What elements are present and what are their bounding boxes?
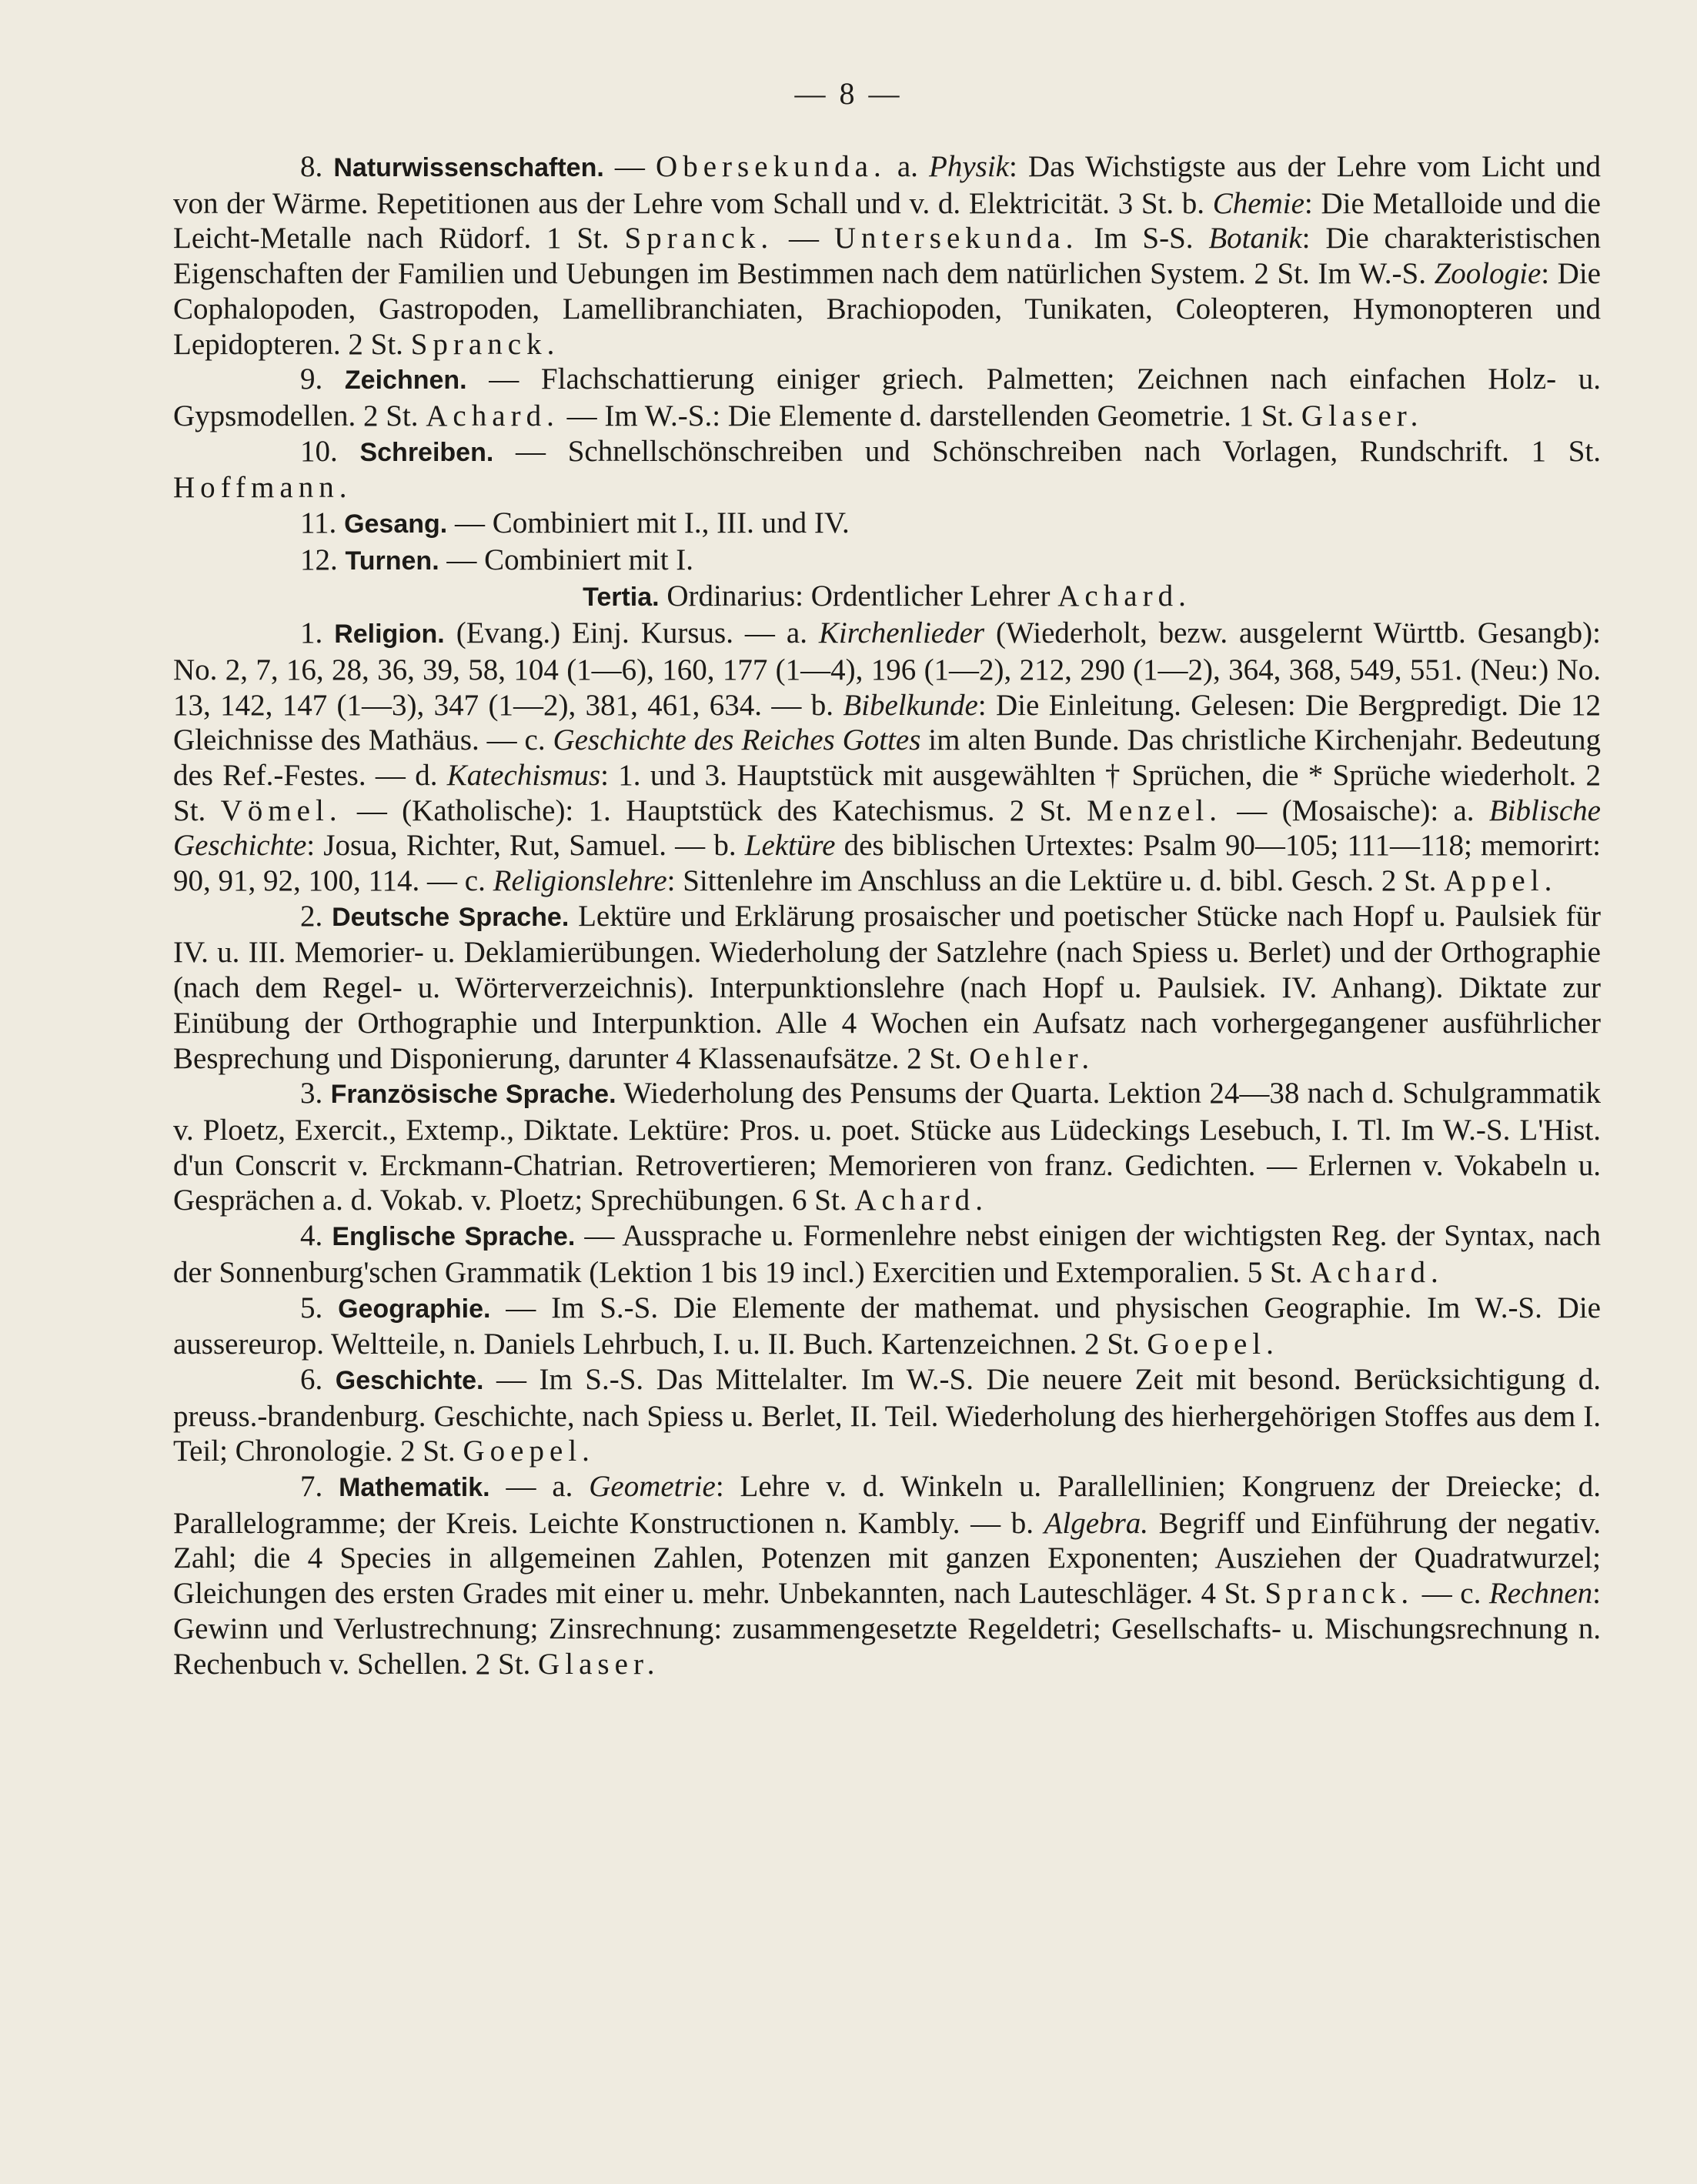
section-heading: Gesang. xyxy=(344,509,448,539)
teacher-name: Glaser. xyxy=(1301,399,1424,432)
section-turnen: 12. Turnen. — Combiniert mit I. xyxy=(300,543,694,576)
page-number: — 8 — xyxy=(794,76,903,111)
teacher-name: Glaser. xyxy=(538,1647,660,1681)
section-heading: Turnen. xyxy=(345,546,439,576)
section-geographie: 5. Geographie. — Im S.-S. Die Elemente der mathemat. und physischen Geographie. Im W.-S. Die aussereurop. Weltteile, n. Daniels Lehrbuch, I. u. II. Buch. Kartenzeichnen. 2 St. Goepel. xyxy=(173,1291,1601,1361)
teacher-name: Hoffmann. xyxy=(173,471,352,505)
section-franzoesische-sprache: 3. Französische Sprache. Wiederholung des Pensums der Quarta. Lektion 24—38 nach d. Schulgrammatik v. Ploetz, Exercit., Extemp., Diktate. Lektüre: Pros. u. poet. Stücke aus Lüdeckings Lesebuch, I. Tl. Im W.-S. L'Hist. d'un Conscrit v. Erckmann-Chatrian. Retrovertieren; Memorieren von franz. Gedichten. — Erlernen v. Vokabeln u. Gesprächen a. d. Vokab. v. Ploetz; Sprechübungen. 6 St. Achard. xyxy=(173,1077,1601,1217)
section-heading: Geographie. xyxy=(338,1294,491,1324)
grade-label: Untersekunda. xyxy=(833,222,1079,255)
section-mathematik: 7. Mathematik. — a. Geometrie: Lehre v. d. Winkeln u. Parallellinien; Kongruenz der Dreiecke; d. Parallelogramme; der Kreis. Leichte Konstructionen n. Kambly. — b. Algebra. Begriff und Einführung der negativ. Zahl; die 4 Species in allgemeinen Zahlen, Potenzen mit ganzen Exponenten; Ausziehen der Quadratwurzel; Gleichungen des ersten Grades mit einer u. mehr. Unbekannten, nach Lauteschläger. 4 St. Spranck. — c. Rechnen: Gewinn und Verlustrechnung; Zinsrechnung: zusammengesetzte Regeldetri; Gesellschafts- u. Mischungsrechnung n. Rechenbuch v. Schellen. 2 St. Glaser. xyxy=(173,1470,1602,1681)
teacher-name: Appel. xyxy=(1444,864,1558,898)
section-religion: 1. Religion. (Evang.) Einj. Kursus. — a. Kirchenlieder (Wiederholt, bezw. ausgelernt Württb. Gesangb): No. 2, 7, 16, 28, 36, 39, 58, 104 (1—6), 160, 177 (1—4), 196 (1—2), 212, 290 (1—2), 364, 368, 549, 551. (Neu:) No. 13, 142, 147 (1—3), 347 (1—2), 381, 461, 634. — b. Bibelkunde: Die Einleitung. Gelesen: Die Bergpredigt. Die 12 Gleichnisse des Mathäus. — c. Geschichte des Reiches Gottes im alten Bunde. Das christliche Kirchenjahr. Bedeutung des Ref.-Festes. — d. Katechismus: 1. und 3. Hauptstück mit ausgewählten † Sprüchen, die * Sprüche wiederholt. 2 St. Vömel. — (Katholische): 1. Hauptstück des Katechismus. 2 St. Menzel. — (Mosaische): a. Biblische Geschichte: Josua, Richter, Rut, Samuel. — b. Lektüre des biblischen Urtextes: Psalm 90—105; 111—118; memorirt: 90, 91, 92, 100, 114. — c. Religionslehre: Sittenlehre im Anschluss an die Lektüre u. d. bibl. Gesch. 2 St. Appel. xyxy=(173,616,1602,898)
section-deutsche-sprache: 2. Deutsche Sprache. Lektüre und Erklärung prosaischer und poetischer Stücke nach Hopf u. Paulsiek für IV. u. III. Memorier- u. Deklamierübungen. Wiederholung der Satzlehre (nach Spiess u. Berlet) und der Orthographie (nach dem Regel- u. Wörterverzeichnis). Interpunktionslehre (nach Hopf u. Paulsiek. IV. Anhang). Diktate zur Einübung der Orthographie und Interpunktion. Alle 4 Wochen ein Aufsatz nach vorhergegangener ausführlicher Besprechung und Disponierung, darunter 4 Klassenaufsätze. 2 St. Oehler. xyxy=(173,899,1602,1075)
section-heading: Zeichnen. xyxy=(344,366,467,396)
grade-label: Obersekunda. xyxy=(656,150,887,183)
section-heading: Französische Sprache. xyxy=(330,1080,616,1110)
section-heading: Religion. xyxy=(334,619,445,650)
section-englische-sprache: 4. Englische Sprache. — Aussprache u. Formenlehre nebst einigen der wichtigsten Reg. der Syntax, nach der Sonnenburg'schen Grammatik (Lektion 1 bis 19 incl.) Exercitien und Extemporalien. 5 St. Achard. xyxy=(173,1219,1602,1289)
class-heading-tertia: Tertia. Ordinarius: Ordentlicher Lehrer Achard. xyxy=(583,579,1191,613)
section-heading: Naturwissenschaften. xyxy=(333,153,604,182)
body-text xyxy=(173,149,1601,1681)
section-heading: Schreiben. xyxy=(359,437,494,467)
section-naturwissenschaften: 8. Naturwissenschaften. — Obersekunda. a. Physik: Das Wichstigste aus der Lehre vom Licht und von der Wärme. Repetitionen aus der Lehre vom Schall und v. d. Elektricität. 3 St. b. Chemie: Die Metalloide und die Leicht-Metalle nach Rüdorf. 1 St. Spranck. — Untersekunda. Im S-S. Botanik: Die charakteristischen Eigenschaften der Familien und Uebungen im Bestimmen nach dem natürlichen System. 2 St. Im W.-S. Zoologie: Die Cophalopoden, Gastropoden, Lamellibranchiaten, Brachiopoden, Tunikaten, Coleopteren, Hymonopteren und Lepidopteren. 2 St. Spranck. xyxy=(173,150,1602,361)
section-heading: Geschichte. xyxy=(335,1365,484,1395)
teacher-name: Vömel. xyxy=(220,793,342,827)
section-schreiben: 10. Schreiben. — Schnellschönschreiben und Schönschreiben nach Vorlagen, Rundschrift. 1 St. Hoffmann. xyxy=(173,434,1601,505)
teacher-name: Spranck. xyxy=(410,327,560,361)
section-gesang: 11. Gesang. — Combiniert mit I., III. und IV. xyxy=(300,506,850,540)
class-title: Tertia. xyxy=(583,583,660,613)
teacher-name: Goepel. xyxy=(463,1434,595,1468)
teacher-name: Achard. xyxy=(854,1184,988,1217)
section-heading: Deutsche Sprache. xyxy=(332,902,570,932)
teacher-name: Goepel. xyxy=(1147,1327,1279,1361)
teacher-name: Spranck. xyxy=(1264,1577,1415,1611)
section-zeichnen: 9. Zeichnen. — Flachschattierung einiger griech. Palmetten; Zeichnen nach einfachen Holz- u. Gypsmodellen. 2 St. Achard. — Im W.-S.: Die Elemente d. darstellenden Geometrie. 1 St. Glaser. xyxy=(173,362,1601,432)
teacher-name: Achard. xyxy=(1057,579,1191,613)
teacher-name: Menzel. xyxy=(1087,793,1223,827)
section-heading: Englische Sprache. xyxy=(332,1222,576,1252)
teacher-name: Achard. xyxy=(1310,1255,1444,1289)
teacher-name: Spranck. xyxy=(624,222,774,255)
section-heading: Mathematik. xyxy=(339,1473,490,1503)
teacher-name: Achard. xyxy=(426,399,560,432)
teacher-name: Oehler. xyxy=(969,1041,1095,1075)
section-geschichte: 6. Geschichte. — Im S.-S. Das Mittelalter. Im W.-S. Die neuere Zeit mit besond. Berücksichtigung d. preuss.-brandenburg. Geschichte, nach Spiess u. Berlet, II. Teil. Wiederholung des hierhergehörigen Stoffes aus dem I. Teil; Chronologie. 2 St. Goepel. xyxy=(173,1362,1602,1468)
